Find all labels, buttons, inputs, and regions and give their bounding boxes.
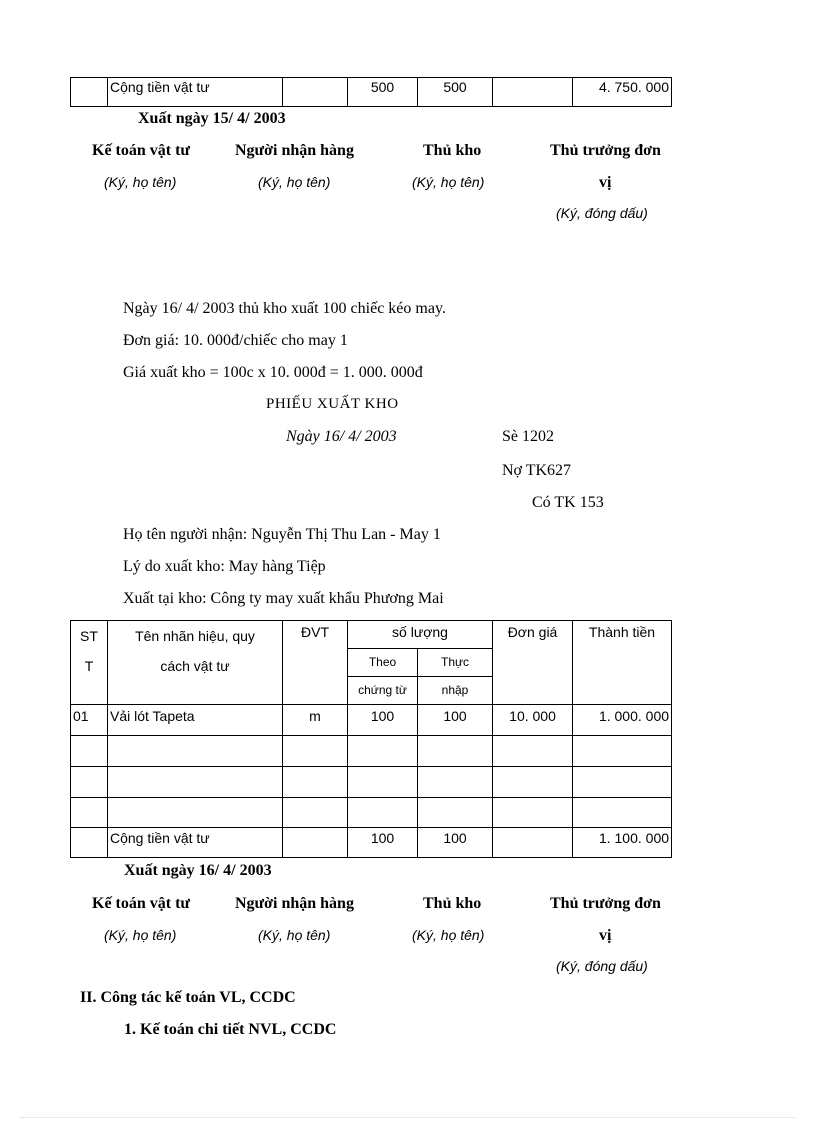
- sign-note: (Ký, họ tên): [104, 927, 177, 943]
- row-qty-actual: 100: [418, 705, 493, 736]
- role-head: Thủ trưởng đơn: [550, 895, 661, 912]
- header-name-line1: Tên nhãn hiệu, quy: [135, 628, 255, 644]
- section-heading: II. Công tác kế toán VL, CCDC: [80, 989, 296, 1006]
- total-label: Cộng tiền vật tư: [108, 828, 283, 858]
- recipient-line: Họ tên người nhận: Nguyễn Thị Thu Lan - May 1: [123, 526, 441, 543]
- warehouse-line: Xuất tại kho: Công ty may xuất khẩu Phương Mai: [123, 590, 444, 607]
- header-stt-line1: ST: [80, 628, 98, 644]
- table-cell: [71, 78, 108, 107]
- sign-note: (Ký, họ tên): [412, 174, 485, 190]
- role-receiver: Người nhận hàng: [235, 142, 354, 159]
- total-qty-doc: 500: [348, 78, 418, 107]
- section-subheading: 1. Kế toán chi tiết NVL, CCDC: [124, 1021, 337, 1038]
- narrative-line: Ngày 16/ 4/ 2003 thủ kho xuất 100 chiếc kéo may.: [123, 300, 446, 317]
- header-unit-price: Đơn giá: [493, 621, 573, 705]
- reason-line: Lý do xuất kho: May hàng Tiệp: [123, 558, 326, 575]
- narrative-line: Giá xuất kho = 100c x 10. 000đ = 1. 000. 000đ: [123, 364, 423, 381]
- row-unit-price: 10. 000: [493, 705, 573, 736]
- issue-date-line: Xuất ngày 16/ 4/ 2003: [124, 862, 272, 879]
- row-qty-doc: 100: [348, 705, 418, 736]
- voucher-debit-account: Nợ TK627: [502, 462, 572, 479]
- row-unit: m: [283, 705, 348, 736]
- voucher-date: Ngày 16/ 4/ 2003: [286, 428, 397, 445]
- table-cell: [493, 78, 573, 107]
- header-amount: Thành tiền: [573, 621, 672, 705]
- sign-note: (Ký, họ tên): [258, 927, 331, 943]
- top-materials-table: [70, 77, 672, 107]
- table-cell: [493, 828, 573, 858]
- issue-table: [70, 620, 672, 858]
- stamp-note: (Ký, đóng dấu): [556, 205, 648, 221]
- table-row: [71, 736, 672, 767]
- role-storekeeper: Thủ kho: [423, 142, 482, 159]
- table-cell: [283, 828, 348, 858]
- sign-note: (Ký, họ tên): [412, 927, 485, 943]
- page-edge-rule: [20, 1117, 796, 1118]
- role-accountant: Kế toán vật tư: [92, 142, 191, 159]
- voucher-credit-account: Có TK 153: [532, 494, 604, 511]
- total-amount: 4. 750. 000: [573, 78, 672, 107]
- role-receiver: Người nhận hàng: [235, 895, 354, 912]
- table-row: [71, 798, 672, 828]
- role-head-cont: vị: [599, 174, 612, 191]
- table-cell: [283, 78, 348, 107]
- sign-note: (Ký, họ tên): [104, 174, 177, 190]
- header-qty-doc-2: chứng từ: [348, 677, 418, 705]
- header-qty-actual: Thực: [418, 649, 493, 677]
- role-head-cont: vị: [599, 927, 612, 944]
- sign-note: (Ký, họ tên): [258, 174, 331, 190]
- header-name: [108, 621, 283, 705]
- voucher-number: Sè 1202: [502, 428, 554, 445]
- table-row: [71, 767, 672, 798]
- header-stt: [71, 621, 108, 705]
- narrative-line: Đơn giá: 10. 000đ/chiếc cho may 1: [123, 332, 348, 349]
- row-stt: 01: [71, 705, 108, 736]
- total-qty-doc: 100: [348, 828, 418, 858]
- role-head: Thủ trưởng đơn: [550, 142, 661, 159]
- header-name-line2: cách vật tư: [160, 658, 230, 674]
- header-quantity: số lượng: [348, 621, 493, 649]
- voucher-title: PHIẾU XUẤT KHO: [266, 396, 399, 412]
- table-total-row: [71, 828, 672, 858]
- role-accountant: Kế toán vật tư: [92, 895, 191, 912]
- header-stt-line2: T: [84, 658, 94, 674]
- header-qty-actual-2: nhập: [418, 677, 493, 705]
- row-name: Vải lót Tapeta: [108, 705, 283, 736]
- table-total-row: [71, 78, 672, 107]
- total-label: Cộng tiền vật tư: [108, 78, 283, 107]
- stamp-note: (Ký, đóng dấu): [556, 958, 648, 974]
- row-amount: 1. 000. 000: [573, 705, 672, 736]
- header-qty-doc: Theo: [348, 649, 418, 677]
- total-qty-actual: 500: [418, 78, 493, 107]
- issue-date-line: Xuất ngày 15/ 4/ 2003: [138, 110, 286, 127]
- table-row: [71, 705, 672, 736]
- table-cell: [71, 828, 108, 858]
- total-qty-actual: 100: [418, 828, 493, 858]
- table-header-row: [71, 621, 672, 649]
- header-unit: ĐVT: [283, 621, 348, 705]
- role-storekeeper: Thủ kho: [423, 895, 482, 912]
- total-amount: 1. 100. 000: [573, 828, 672, 858]
